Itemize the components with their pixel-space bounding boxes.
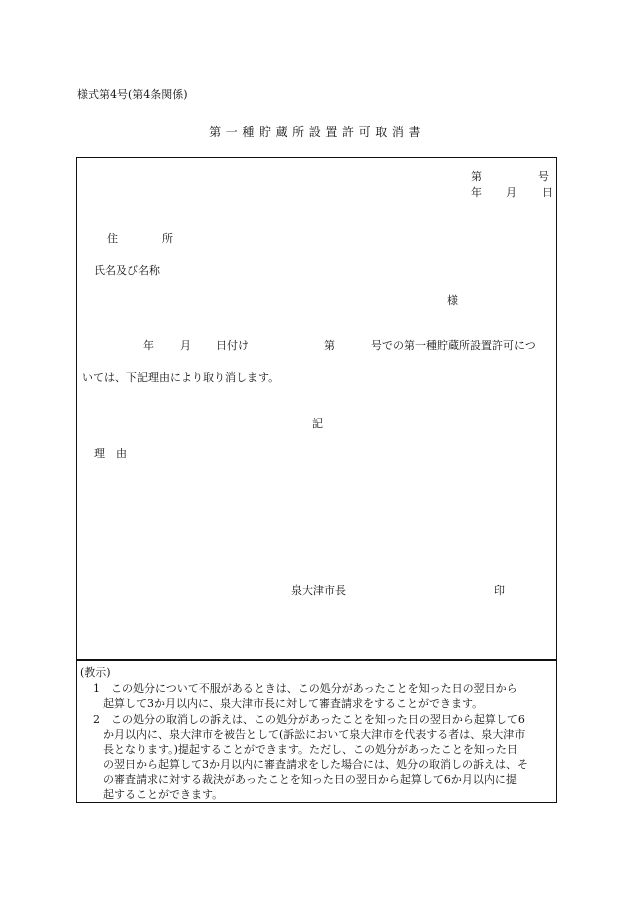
notice-line: の翌日から起算して3か月以内に審査請求をした場合には、処分の取消しの訴えは、そ bbox=[103, 758, 528, 771]
notice-line: 2 この処分の取消しの訴えは、この処分があったことを知った日の翌日から起算して6 bbox=[93, 713, 525, 726]
document-title: 第 一 種 貯 蔵 所 設 置 許 可 取 消 書 bbox=[209, 125, 421, 139]
body-sentence-line2: いては、下記理由により取り消します。 bbox=[82, 371, 280, 384]
body-sentence: 号での第一種貯蔵所設置許可につ bbox=[371, 339, 536, 352]
body-year: 年 bbox=[143, 339, 154, 352]
doc-number-prefix: 第 bbox=[471, 170, 482, 183]
notice-line: の審査請求に対する裁決があったことを知った日の翌日から起算して6か月以内に提 bbox=[103, 773, 517, 786]
body-month: 月 bbox=[180, 339, 191, 352]
name-label: 氏名及び名称 bbox=[94, 264, 160, 277]
notice-line: 長となります。)提起することができます。ただし、この処分があったことを知った日 bbox=[103, 743, 518, 756]
notice-line: 1 この処分について不服があるときは、この処分があったことを知った日の翌日から bbox=[93, 682, 518, 695]
form-number: 様式第4号(第4条関係) bbox=[77, 88, 188, 101]
issuer-name: 泉大津市長 bbox=[291, 584, 346, 597]
notice-heading: (教示) bbox=[80, 666, 111, 679]
date-day: 日 bbox=[542, 186, 553, 199]
honorific: 様 bbox=[447, 294, 458, 307]
date-year: 年 bbox=[471, 186, 482, 199]
doc-number-suffix: 号 bbox=[538, 170, 549, 183]
notice-line: か月以内に、泉大津市を被告として(訴訟において泉大津市を代表する者は、泉大津市 bbox=[103, 728, 526, 741]
date-month: 月 bbox=[506, 186, 517, 199]
body-dated: 日付け bbox=[216, 339, 249, 352]
notice-line: 起することができます。 bbox=[103, 788, 224, 801]
main-form-box bbox=[76, 157, 557, 660]
reason-label: 理 由 bbox=[94, 447, 127, 460]
notice-line: 起算して3か月以内に、泉大津市長に対して審査請求をすることができます。 bbox=[103, 697, 484, 710]
notice-box bbox=[76, 660, 557, 803]
body-number-prefix: 第 bbox=[324, 339, 335, 352]
address-label: 住 所 bbox=[107, 232, 173, 245]
seal-mark: 印 bbox=[494, 584, 505, 597]
ki-heading: 記 bbox=[312, 417, 323, 430]
